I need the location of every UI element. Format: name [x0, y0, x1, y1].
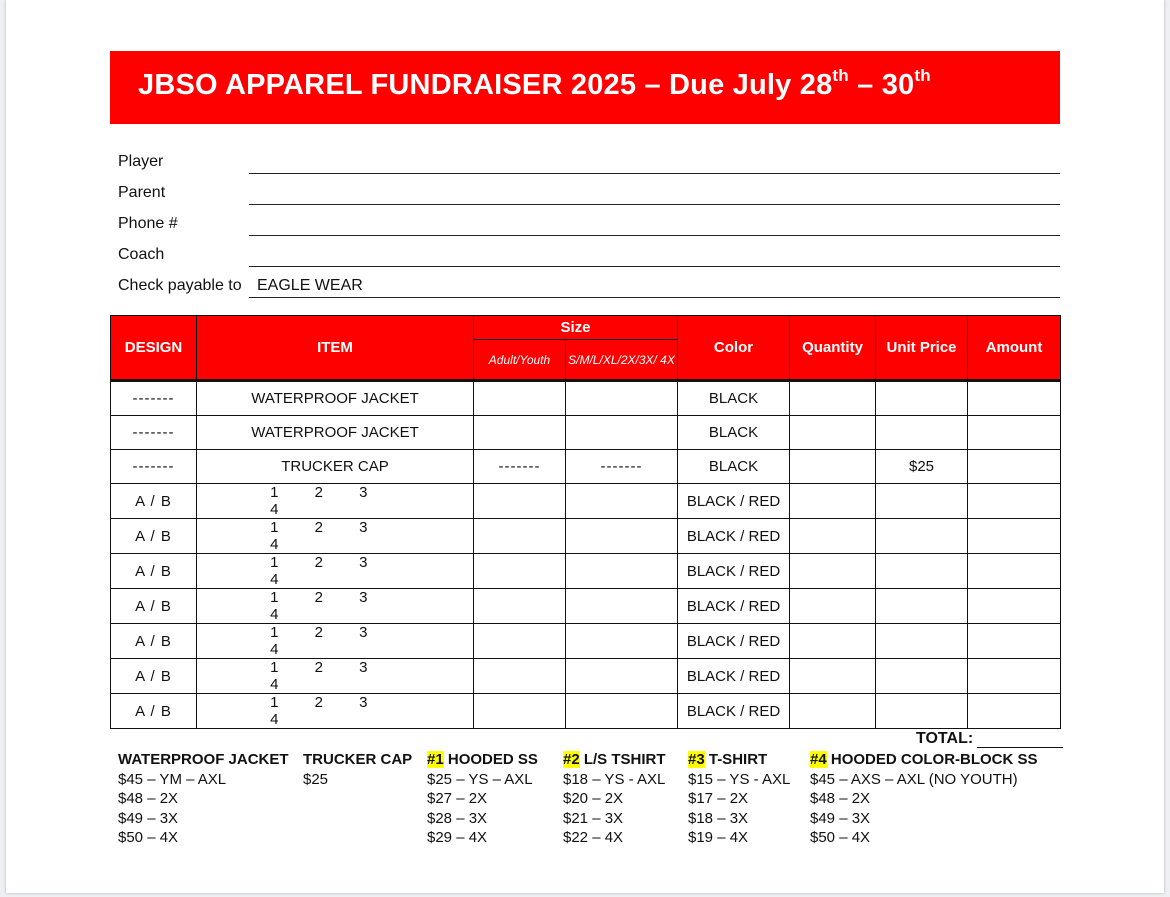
price-line: $17 – 2X [688, 790, 749, 807]
color-cell: BLACK / RED [678, 519, 790, 554]
item-number-option[interactable]: 3 [359, 659, 368, 676]
price-line: $22 – 4X [563, 829, 624, 846]
table-row [111, 694, 1061, 729]
price-line: $18 – 3X [688, 809, 749, 827]
table-row [111, 554, 1061, 589]
unit-price-cell: $25 [876, 450, 968, 484]
item-number-option[interactable]: 2 [314, 624, 323, 641]
price-line: $50 – 4X [810, 829, 871, 846]
size-cell[interactable] [566, 659, 678, 694]
header-size-adult-youth: Adult/Youth [474, 340, 566, 381]
size-cell[interactable] [566, 519, 678, 554]
design-cell: A / B [111, 624, 197, 659]
amount-cell[interactable] [968, 589, 1061, 624]
quantity-cell[interactable] [790, 589, 876, 624]
item-number-option[interactable]: 1 [270, 484, 279, 501]
table-row [111, 484, 1061, 519]
header-design: DESIGN [111, 316, 197, 381]
amount-cell[interactable] [968, 450, 1061, 484]
header-size-range: S/M/L/XL/2X/3X/ 4X [566, 340, 678, 381]
adult-youth-cell[interactable] [474, 624, 566, 659]
phone-line[interactable] [249, 235, 1060, 236]
table-row [111, 589, 1061, 624]
color-cell: BLACK [678, 450, 790, 484]
header-amount: Amount [968, 316, 1061, 381]
item-cell [197, 659, 474, 694]
title-mid: – 30 [848, 69, 915, 101]
table-row [111, 381, 1061, 416]
item-number-options [252, 554, 418, 588]
item-number-option[interactable]: 3 [359, 624, 368, 641]
price-column-title-text: HOODED SS [443, 751, 538, 768]
price-column-title [118, 750, 289, 770]
adult-youth-cell[interactable] [474, 484, 566, 519]
adult-youth-cell[interactable] [474, 589, 566, 624]
design-number-highlight: #4 [810, 751, 827, 768]
design-number-highlight: #2 [563, 751, 580, 768]
header-quantity: Quantity [790, 316, 876, 381]
item-number-option[interactable]: 1 [270, 624, 279, 641]
order-form-page [6, 0, 1164, 893]
quantity-cell[interactable] [790, 554, 876, 589]
unit-price-cell [876, 381, 968, 416]
parent-field[interactable] [110, 183, 1060, 205]
amount-cell[interactable] [968, 381, 1061, 416]
color-cell: BLACK [678, 381, 790, 416]
price-column-title [563, 750, 666, 770]
price-column [563, 750, 666, 848]
item-cell [197, 589, 474, 624]
design-cell: ------- [111, 450, 197, 484]
order-table-body [111, 381, 1061, 729]
item-cell [197, 694, 474, 729]
color-cell: BLACK / RED [678, 694, 790, 729]
amount-cell[interactable] [968, 624, 1061, 659]
item-number-option[interactable]: 1 [270, 694, 279, 711]
item-number-option[interactable]: 4 [270, 536, 279, 553]
adult-youth-cell[interactable] [474, 519, 566, 554]
item-number-option[interactable]: 3 [359, 519, 368, 536]
unit-price-cell [876, 484, 968, 519]
total-field[interactable] [916, 730, 1063, 748]
design-number-highlight: #3 [688, 751, 705, 768]
table-row [111, 624, 1061, 659]
item-number-option[interactable]: 3 [359, 589, 368, 606]
item-number-option[interactable]: 2 [314, 659, 323, 676]
design-cell: A / B [111, 659, 197, 694]
design-cell: A / B [111, 484, 197, 519]
check-payable-field [110, 276, 1060, 298]
adult-youth-cell[interactable] [474, 381, 566, 416]
design-cell: ------- [111, 381, 197, 416]
total-line[interactable] [977, 733, 1063, 748]
price-line: $25 – YS – AXL [427, 770, 533, 788]
price-column-title-text: T-SHIRT [704, 751, 768, 768]
quantity-cell[interactable] [790, 416, 876, 450]
unit-price-cell [876, 589, 968, 624]
table-row [111, 659, 1061, 694]
color-cell: BLACK / RED [678, 659, 790, 694]
design-cell: A / B [111, 519, 197, 554]
quantity-cell[interactable] [790, 659, 876, 694]
amount-cell[interactable] [968, 416, 1061, 450]
price-column [810, 750, 1038, 848]
unit-price-cell [876, 554, 968, 589]
design-cell: A / B [111, 694, 197, 729]
price-line: $27 – 2X [427, 790, 488, 807]
item-number-option[interactable]: 4 [270, 501, 279, 518]
quantity-cell[interactable] [790, 450, 876, 484]
title-sup-1: th [832, 66, 849, 85]
item-number-options [252, 624, 418, 658]
unit-price-cell [876, 659, 968, 694]
price-column-title-text: L/S TSHIRT [579, 751, 666, 768]
title-sup-2: th [914, 66, 931, 85]
quantity-cell[interactable] [790, 519, 876, 554]
table-row [111, 416, 1061, 450]
price-line: $19 – 4X [688, 829, 749, 846]
coach-label: Coach [118, 246, 165, 263]
price-line: $25 [303, 770, 329, 788]
size-cell[interactable] [566, 484, 678, 519]
size-cell[interactable] [566, 416, 678, 450]
quantity-cell[interactable] [790, 624, 876, 659]
item-number-option[interactable]: 4 [270, 676, 279, 693]
price-line: $20 – 2X [563, 790, 624, 807]
item-number-option[interactable]: 1 [270, 659, 279, 676]
unit-price-cell [876, 416, 968, 450]
price-line: $45 – YM – AXL [118, 770, 227, 788]
design-cell: A / B [111, 554, 197, 589]
size-cell[interactable] [566, 381, 678, 416]
parent-label: Parent [118, 184, 166, 201]
color-cell: BLACK [678, 416, 790, 450]
item-cell: TRUCKER CAP [197, 450, 474, 484]
amount-cell[interactable] [968, 694, 1061, 729]
price-column-title-text: TRUCKER CAP [303, 751, 413, 768]
color-cell: BLACK / RED [678, 589, 790, 624]
player-field[interactable] [110, 152, 1060, 174]
check-payable-label: Check payable to [118, 277, 242, 294]
item-number-option[interactable]: 4 [270, 641, 279, 658]
price-line: $15 – YS - AXL [688, 770, 791, 788]
item-number-options [252, 694, 418, 728]
color-cell: BLACK / RED [678, 624, 790, 659]
table-row [111, 519, 1061, 554]
item-number-option[interactable]: 3 [359, 694, 368, 711]
unit-price-cell [876, 519, 968, 554]
price-line: $50 – 4X [118, 829, 179, 846]
item-number-options [252, 519, 418, 553]
quantity-cell[interactable] [790, 381, 876, 416]
amount-cell[interactable] [968, 484, 1061, 519]
price-column-title [427, 750, 538, 770]
player-line[interactable] [249, 173, 1060, 174]
price-line: $29 – 4X [427, 829, 488, 846]
price-column [118, 750, 289, 848]
amount-cell[interactable] [968, 554, 1061, 589]
price-column-title-text: HOODED COLOR-BLOCK SS [826, 751, 1038, 768]
price-line: $45 – AXS – AXL (NO YOUTH) [810, 770, 1018, 788]
phone-label: Phone # [118, 215, 178, 232]
item-number-option[interactable]: 4 [270, 571, 279, 588]
price-line: $49 – 3X [810, 809, 871, 827]
item-cell [197, 624, 474, 659]
price-column-title [303, 750, 412, 770]
player-label: Player [118, 153, 164, 170]
adult-youth-cell[interactable] [474, 416, 566, 450]
order-table [110, 315, 1061, 729]
item-number-option[interactable]: 2 [314, 554, 323, 571]
coach-line[interactable] [249, 266, 1060, 267]
item-number-option[interactable]: 3 [359, 484, 368, 501]
item-cell: WATERPROOF JACKET [197, 416, 474, 450]
form-title-banner [110, 51, 1060, 124]
color-cell: BLACK / RED [678, 554, 790, 589]
item-cell [197, 519, 474, 554]
price-line: $48 – 2X [810, 790, 871, 807]
price-column-title [810, 750, 1038, 770]
price-column [303, 750, 412, 789]
amount-cell[interactable] [968, 659, 1061, 694]
price-column-title-text: WATERPROOF JACKET [118, 751, 289, 768]
price-line: $28 – 3X [427, 809, 488, 827]
parent-line[interactable] [249, 204, 1060, 205]
title-main: JBSO APPAREL FUNDRAISER 2025 – Due July 28 [138, 69, 833, 101]
size-cell[interactable] [566, 694, 678, 729]
item-cell: WATERPROOF JACKET [197, 381, 474, 416]
check-payable-value: EAGLE WEAR [257, 277, 363, 294]
adult-youth-cell[interactable] [474, 694, 566, 729]
item-number-option[interactable]: 1 [270, 589, 279, 606]
color-cell: BLACK / RED [678, 484, 790, 519]
item-number-options [252, 484, 418, 518]
unit-price-cell [876, 624, 968, 659]
design-cell: ------- [111, 416, 197, 450]
check-payable-line [249, 297, 1060, 298]
price-line: $48 – 2X [118, 790, 179, 807]
item-number-option[interactable]: 2 [314, 519, 323, 536]
quantity-cell[interactable] [790, 484, 876, 519]
header-item: ITEM [197, 316, 474, 381]
item-number-option[interactable]: 4 [270, 606, 279, 623]
amount-cell[interactable] [968, 519, 1061, 554]
item-number-options [252, 589, 418, 623]
design-number-highlight: #1 [427, 751, 444, 768]
item-number-option[interactable]: 2 [314, 484, 323, 501]
item-number-option[interactable]: 2 [314, 694, 323, 711]
size-cell[interactable]: ------- [566, 450, 678, 484]
price-line: $18 – YS - AXL [563, 770, 666, 788]
item-number-option[interactable]: 3 [359, 554, 368, 571]
header-unit-price: Unit Price [876, 316, 968, 381]
quantity-cell[interactable] [790, 694, 876, 729]
unit-price-cell [876, 694, 968, 729]
total-label: TOTAL: [916, 730, 974, 747]
size-cell[interactable] [566, 589, 678, 624]
price-column [688, 750, 790, 848]
adult-youth-cell[interactable] [474, 554, 566, 589]
adult-youth-cell[interactable]: ------- [474, 450, 566, 484]
price-column-title [688, 750, 790, 770]
item-number-option[interactable]: 1 [270, 554, 279, 571]
item-number-option[interactable]: 2 [314, 589, 323, 606]
table-row [111, 450, 1061, 484]
coach-field[interactable] [110, 245, 1060, 267]
item-number-option[interactable]: 4 [270, 711, 279, 728]
phone-field[interactable] [110, 214, 1060, 236]
item-number-option[interactable]: 1 [270, 519, 279, 536]
size-cell[interactable] [566, 624, 678, 659]
price-line: $21 – 3X [563, 809, 624, 827]
price-line: $49 – 3X [118, 809, 179, 827]
price-column [427, 750, 538, 848]
header-size: Size [474, 316, 678, 340]
size-cell[interactable] [566, 554, 678, 589]
item-cell [197, 484, 474, 519]
item-number-options [252, 659, 418, 693]
header-color: Color [678, 316, 790, 381]
adult-youth-cell[interactable] [474, 659, 566, 694]
design-cell: A / B [111, 589, 197, 624]
item-cell [197, 554, 474, 589]
